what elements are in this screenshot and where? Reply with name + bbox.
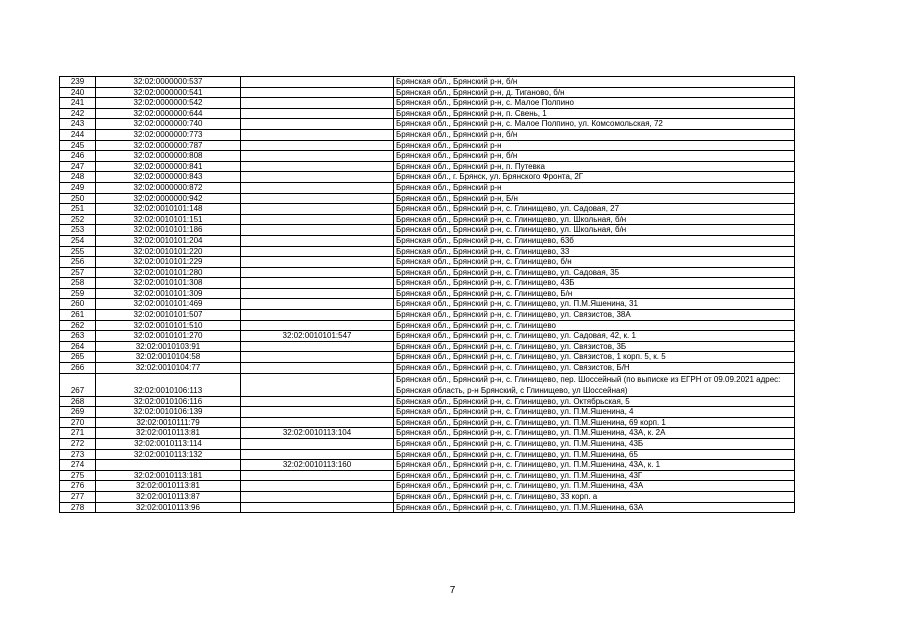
row-number-cell: 270 <box>60 417 96 428</box>
cadastral-number-cell: 32:02:0010106:139 <box>96 407 241 418</box>
table-row <box>60 87 795 98</box>
related-cadastral-number-cell <box>241 87 394 98</box>
table-row <box>60 288 795 299</box>
table-row <box>60 491 795 502</box>
row-number-cell: 244 <box>60 129 96 140</box>
related-cadastral-number-cell <box>241 417 394 428</box>
related-cadastral-number-cell <box>241 341 394 352</box>
row-number-cell: 245 <box>60 140 96 151</box>
related-cadastral-number-cell <box>241 225 394 236</box>
row-number-cell: 274 <box>60 460 96 471</box>
cadastral-number-cell <box>96 460 241 471</box>
address-cell: Брянская обл., Брянский р-н, с. Глинищево <box>394 320 795 331</box>
related-cadastral-number-cell <box>241 320 394 331</box>
cadastral-number-cell: 32:02:0000000:843 <box>96 172 241 183</box>
cadastral-number-cell: 32:02:0000000:942 <box>96 193 241 204</box>
related-cadastral-number-cell <box>241 373 394 396</box>
address-cell: Брянская обл., Брянский р-н, с. Глинищево, ул. Школьная, б/н <box>394 225 795 236</box>
address-cell: Брянская обл., Брянский р-н, с. Глинищево, ул. П.М.Яшенина, 43А, к. 1 <box>394 460 795 471</box>
related-cadastral-number-cell <box>241 193 394 204</box>
table-row <box>60 439 795 450</box>
table-row <box>60 267 795 278</box>
table-row <box>60 363 795 374</box>
cadastral-number-cell: 32:02:0010101:229 <box>96 257 241 268</box>
row-number-cell: 259 <box>60 288 96 299</box>
related-cadastral-number-cell <box>241 161 394 172</box>
cadastral-number-cell: 32:02:0010104:58 <box>96 352 241 363</box>
address-cell: Брянская обл., Брянский р-н, с. Глинищево, 63б <box>394 235 795 246</box>
table-row <box>60 428 795 439</box>
address-cell: Брянская обл., Брянский р-н, с. Малое Полпино <box>394 98 795 109</box>
address-cell: Брянская обл., Брянский р-н, с. Глинищево, ул. Связистов, 3Б <box>394 341 795 352</box>
cadastral-number-cell: 32:02:0010113:81 <box>96 481 241 492</box>
cadastral-number-cell: 32:02:0010101:309 <box>96 288 241 299</box>
row-number-cell: 269 <box>60 407 96 418</box>
related-cadastral-number-cell <box>241 449 394 460</box>
cadastral-number-cell: 32:02:0010113:132 <box>96 449 241 460</box>
address-cell: Брянская обл., Брянский р-н, с. Глинищево, ул. П.М.Яшенина, 43А, к. 2А <box>394 428 795 439</box>
row-number-cell: 250 <box>60 193 96 204</box>
registry-table <box>59 76 795 513</box>
address-cell: Брянская обл., Брянский р-н, с. Глинищево, б/н <box>394 257 795 268</box>
cadastral-number-cell: 32:02:0000000:773 <box>96 129 241 140</box>
table-row <box>60 407 795 418</box>
address-cell: Брянская обл., Брянский р-н, с. Глинищево, пер. Шоссейный (по выписке из ЕГРН от 09.09.2021 адрес: Брянская область, р-н Брянский, с Глинищево, ул Шоссейная) <box>394 373 795 396</box>
row-number-cell: 255 <box>60 246 96 257</box>
related-cadastral-number-cell <box>241 299 394 310</box>
row-number-cell: 256 <box>60 257 96 268</box>
table-row <box>60 470 795 481</box>
related-cadastral-number-cell <box>241 129 394 140</box>
cadastral-number-cell: 32:02:0010101:308 <box>96 278 241 289</box>
row-number-cell: 239 <box>60 77 96 88</box>
table-row <box>60 235 795 246</box>
row-number-cell: 241 <box>60 98 96 109</box>
related-cadastral-number-cell <box>241 77 394 88</box>
row-number-cell: 271 <box>60 428 96 439</box>
address-cell: Брянская обл., Брянский р-н, с. Глинищево, ул. П.М.Яшенина, 43Г <box>394 470 795 481</box>
table-row <box>60 396 795 407</box>
row-number-cell: 263 <box>60 331 96 342</box>
row-number-cell: 262 <box>60 320 96 331</box>
address-cell: Брянская обл., Брянский р-н, с. Глинищево, ул. Связистов, 38А <box>394 310 795 321</box>
cadastral-number-cell: 32:02:0010101:151 <box>96 214 241 225</box>
row-number-cell: 268 <box>60 396 96 407</box>
table-row <box>60 417 795 428</box>
table-row <box>60 193 795 204</box>
row-number-cell: 266 <box>60 363 96 374</box>
row-number-cell: 267 <box>60 373 96 396</box>
related-cadastral-number-cell <box>241 119 394 130</box>
related-cadastral-number-cell <box>241 172 394 183</box>
cadastral-number-cell: 32:02:0000000:644 <box>96 108 241 119</box>
table-row <box>60 98 795 109</box>
table-row <box>60 108 795 119</box>
address-cell: Брянская обл., Брянский р-н, с. Глинищево, ул. Садовая, 42, к. 1 <box>394 331 795 342</box>
cadastral-number-cell: 32:02:0010101:220 <box>96 246 241 257</box>
related-cadastral-number-cell: 32:02:0010113:160 <box>241 460 394 471</box>
cadastral-number-cell: 32:02:0000000:872 <box>96 182 241 193</box>
address-cell: Брянская обл., Брянский р-н, б/н <box>394 129 795 140</box>
address-cell: Брянская обл., Брянский р-н, с. Глинищево, 43Б <box>394 278 795 289</box>
table-row <box>60 225 795 236</box>
address-cell: Брянская обл., Брянский р-н, д. Тиганово, б/н <box>394 87 795 98</box>
address-cell: Брянская обл., Брянский р-н, с. Глинищево, ул. П.М.Яшенина, 43Б <box>394 439 795 450</box>
row-number-cell: 249 <box>60 182 96 193</box>
cadastral-number-cell: 32:02:0000000:537 <box>96 77 241 88</box>
table-row <box>60 172 795 183</box>
cadastral-number-cell: 32:02:0010101:148 <box>96 204 241 215</box>
row-number-cell: 278 <box>60 502 96 513</box>
registry-table-body <box>60 77 795 513</box>
related-cadastral-number-cell <box>241 140 394 151</box>
related-cadastral-number-cell <box>241 151 394 162</box>
related-cadastral-number-cell <box>241 363 394 374</box>
cadastral-number-cell: 32:02:0010101:469 <box>96 299 241 310</box>
cadastral-number-cell: 32:02:0000000:841 <box>96 161 241 172</box>
row-number-cell: 240 <box>60 87 96 98</box>
page-number: 7 <box>449 585 456 596</box>
address-cell: Брянская обл., Брянский р-н, п. Путевка <box>394 161 795 172</box>
related-cadastral-number-cell <box>241 204 394 215</box>
related-cadastral-number-cell <box>241 98 394 109</box>
table-row <box>60 119 795 130</box>
table-row <box>60 77 795 88</box>
address-cell: Брянская обл., Брянский р-н, с. Глинищево, 33 <box>394 246 795 257</box>
cadastral-number-cell: 32:02:0010106:116 <box>96 396 241 407</box>
row-number-cell: 254 <box>60 235 96 246</box>
table-row <box>60 320 795 331</box>
table-row <box>60 299 795 310</box>
address-cell: Брянская обл., Брянский р-н, с. Глинищево, ул. П.М.Яшенина, 43А <box>394 481 795 492</box>
table-row <box>60 129 795 140</box>
address-cell: Брянская обл., Брянский р-н, с. Глинищево, ул. Связистов, Б/Н <box>394 363 795 374</box>
table-row <box>60 331 795 342</box>
cadastral-number-cell: 32:02:0010103:91 <box>96 341 241 352</box>
table-row <box>60 310 795 321</box>
row-number-cell: 242 <box>60 108 96 119</box>
cadastral-number-cell: 32:02:0010101:280 <box>96 267 241 278</box>
cadastral-number-cell: 32:02:0010101:507 <box>96 310 241 321</box>
cadastral-number-cell: 32:02:0000000:808 <box>96 151 241 162</box>
related-cadastral-number-cell <box>241 407 394 418</box>
related-cadastral-number-cell <box>241 502 394 513</box>
row-number-cell: 277 <box>60 491 96 502</box>
row-number-cell: 261 <box>60 310 96 321</box>
address-cell: Брянская обл., Брянский р-н, с. Глинищево, ул. Школьная, б/н <box>394 214 795 225</box>
cadastral-number-cell: 32:02:0010101:204 <box>96 235 241 246</box>
address-cell: Брянская обл., Брянский р-н, с. Глинищево, ул. Садовая, 27 <box>394 204 795 215</box>
cadastral-number-cell: 32:02:0000000:541 <box>96 87 241 98</box>
related-cadastral-number-cell <box>241 439 394 450</box>
row-number-cell: 265 <box>60 352 96 363</box>
address-cell: Брянская обл., Брянский р-н, с. Малое Полпино, ул. Комсомольская, 72 <box>394 119 795 130</box>
table-row <box>60 481 795 492</box>
row-number-cell: 251 <box>60 204 96 215</box>
related-cadastral-number-cell <box>241 396 394 407</box>
table-row <box>60 449 795 460</box>
table-row <box>60 161 795 172</box>
table-row <box>60 460 795 471</box>
address-cell: Брянская обл., Брянский р-н, с. Глинищево, ул. Садовая, 35 <box>394 267 795 278</box>
cadastral-number-cell: 32:02:0010113:181 <box>96 470 241 481</box>
related-cadastral-number-cell <box>241 267 394 278</box>
address-cell: Брянская обл., Брянский р-н <box>394 182 795 193</box>
table-row <box>60 502 795 513</box>
related-cadastral-number-cell <box>241 278 394 289</box>
table-row <box>60 204 795 215</box>
table-row <box>60 151 795 162</box>
address-cell: Брянская обл., Брянский р-н, Б/н <box>394 193 795 204</box>
related-cadastral-number-cell <box>241 352 394 363</box>
address-cell: Брянская обл., Брянский р-н, с. Глинищево, ул. П.М.Яшенина, 63А <box>394 502 795 513</box>
related-cadastral-number-cell <box>241 257 394 268</box>
cadastral-number-cell: 32:02:0010113:114 <box>96 439 241 450</box>
address-cell: Брянская обл., Брянский р-н, с. Глинищево, ул. Связистов, 1 корп. 5, к. 5 <box>394 352 795 363</box>
address-cell: Брянская обл., Брянский р-н, с. Глинищево, Б/н <box>394 288 795 299</box>
cadastral-number-cell: 32:02:0010104:77 <box>96 363 241 374</box>
address-cell: Брянская обл., Брянский р-н, с. Глинищево, 33 корп. а <box>394 491 795 502</box>
address-cell: Брянская обл., Брянский р-н, б/н <box>394 77 795 88</box>
cadastral-number-cell: 32:02:0010106:113 <box>96 373 241 396</box>
row-number-cell: 253 <box>60 225 96 236</box>
related-cadastral-number-cell: 32:02:0010113:104 <box>241 428 394 439</box>
row-number-cell: 258 <box>60 278 96 289</box>
table-row <box>60 214 795 225</box>
address-cell: Брянская обл., Брянский р-н, б/н <box>394 151 795 162</box>
table-row <box>60 373 795 396</box>
address-cell: Брянская обл., Брянский р-н, с. Глинищево, ул. П.М.Яшенина, 4 <box>394 407 795 418</box>
address-cell: Брянская обл., Брянский р-н, п. Свень, 1 <box>394 108 795 119</box>
address-cell: Брянская обл., Брянский р-н <box>394 140 795 151</box>
table-row <box>60 182 795 193</box>
table-row <box>60 246 795 257</box>
cadastral-number-cell: 32:02:0010113:81 <box>96 428 241 439</box>
row-number-cell: 243 <box>60 119 96 130</box>
related-cadastral-number-cell <box>241 288 394 299</box>
cadastral-number-cell: 32:02:0010101:510 <box>96 320 241 331</box>
row-number-cell: 260 <box>60 299 96 310</box>
related-cadastral-number-cell <box>241 470 394 481</box>
cadastral-number-cell: 32:02:0010113:96 <box>96 502 241 513</box>
related-cadastral-number-cell <box>241 108 394 119</box>
related-cadastral-number-cell: 32:02:0010101:547 <box>241 331 394 342</box>
cadastral-number-cell: 32:02:0010111:79 <box>96 417 241 428</box>
cadastral-number-cell: 32:02:0000000:740 <box>96 119 241 130</box>
table-row <box>60 352 795 363</box>
row-number-cell: 272 <box>60 439 96 450</box>
table-row <box>60 341 795 352</box>
address-cell: Брянская обл., Брянский р-н, с. Глинищево, ул. П.М.Яшенина, 69 корп. 1 <box>394 417 795 428</box>
row-number-cell: 264 <box>60 341 96 352</box>
row-number-cell: 257 <box>60 267 96 278</box>
table-row <box>60 278 795 289</box>
cadastral-number-cell: 32:02:0010101:270 <box>96 331 241 342</box>
related-cadastral-number-cell <box>241 214 394 225</box>
related-cadastral-number-cell <box>241 182 394 193</box>
related-cadastral-number-cell <box>241 310 394 321</box>
address-cell: Брянская обл., Брянский р-н, с. Глинищево, ул. Октябрьская, 5 <box>394 396 795 407</box>
row-number-cell: 247 <box>60 161 96 172</box>
row-number-cell: 252 <box>60 214 96 225</box>
row-number-cell: 246 <box>60 151 96 162</box>
cadastral-number-cell: 32:02:0010101:186 <box>96 225 241 236</box>
address-cell: Брянская обл., Брянский р-н, с. Глинищево, ул. П.М.Яшенина, 31 <box>394 299 795 310</box>
cadastral-number-cell: 32:02:0000000:787 <box>96 140 241 151</box>
row-number-cell: 275 <box>60 470 96 481</box>
related-cadastral-number-cell <box>241 246 394 257</box>
cadastral-number-cell: 32:02:0010113:87 <box>96 491 241 502</box>
row-number-cell: 273 <box>60 449 96 460</box>
table-row <box>60 257 795 268</box>
address-cell: Брянская обл., Брянский р-н, с. Глинищево, ул. П.М.Яшенина, 65 <box>394 449 795 460</box>
row-number-cell: 276 <box>60 481 96 492</box>
row-number-cell: 248 <box>60 172 96 183</box>
related-cadastral-number-cell <box>241 491 394 502</box>
table-row <box>60 140 795 151</box>
related-cadastral-number-cell <box>241 235 394 246</box>
cadastral-number-cell: 32:02:0000000:542 <box>96 98 241 109</box>
related-cadastral-number-cell <box>241 481 394 492</box>
address-cell: Брянская обл., г. Брянск, ул. Брянского Фронта, 2Г <box>394 172 795 183</box>
